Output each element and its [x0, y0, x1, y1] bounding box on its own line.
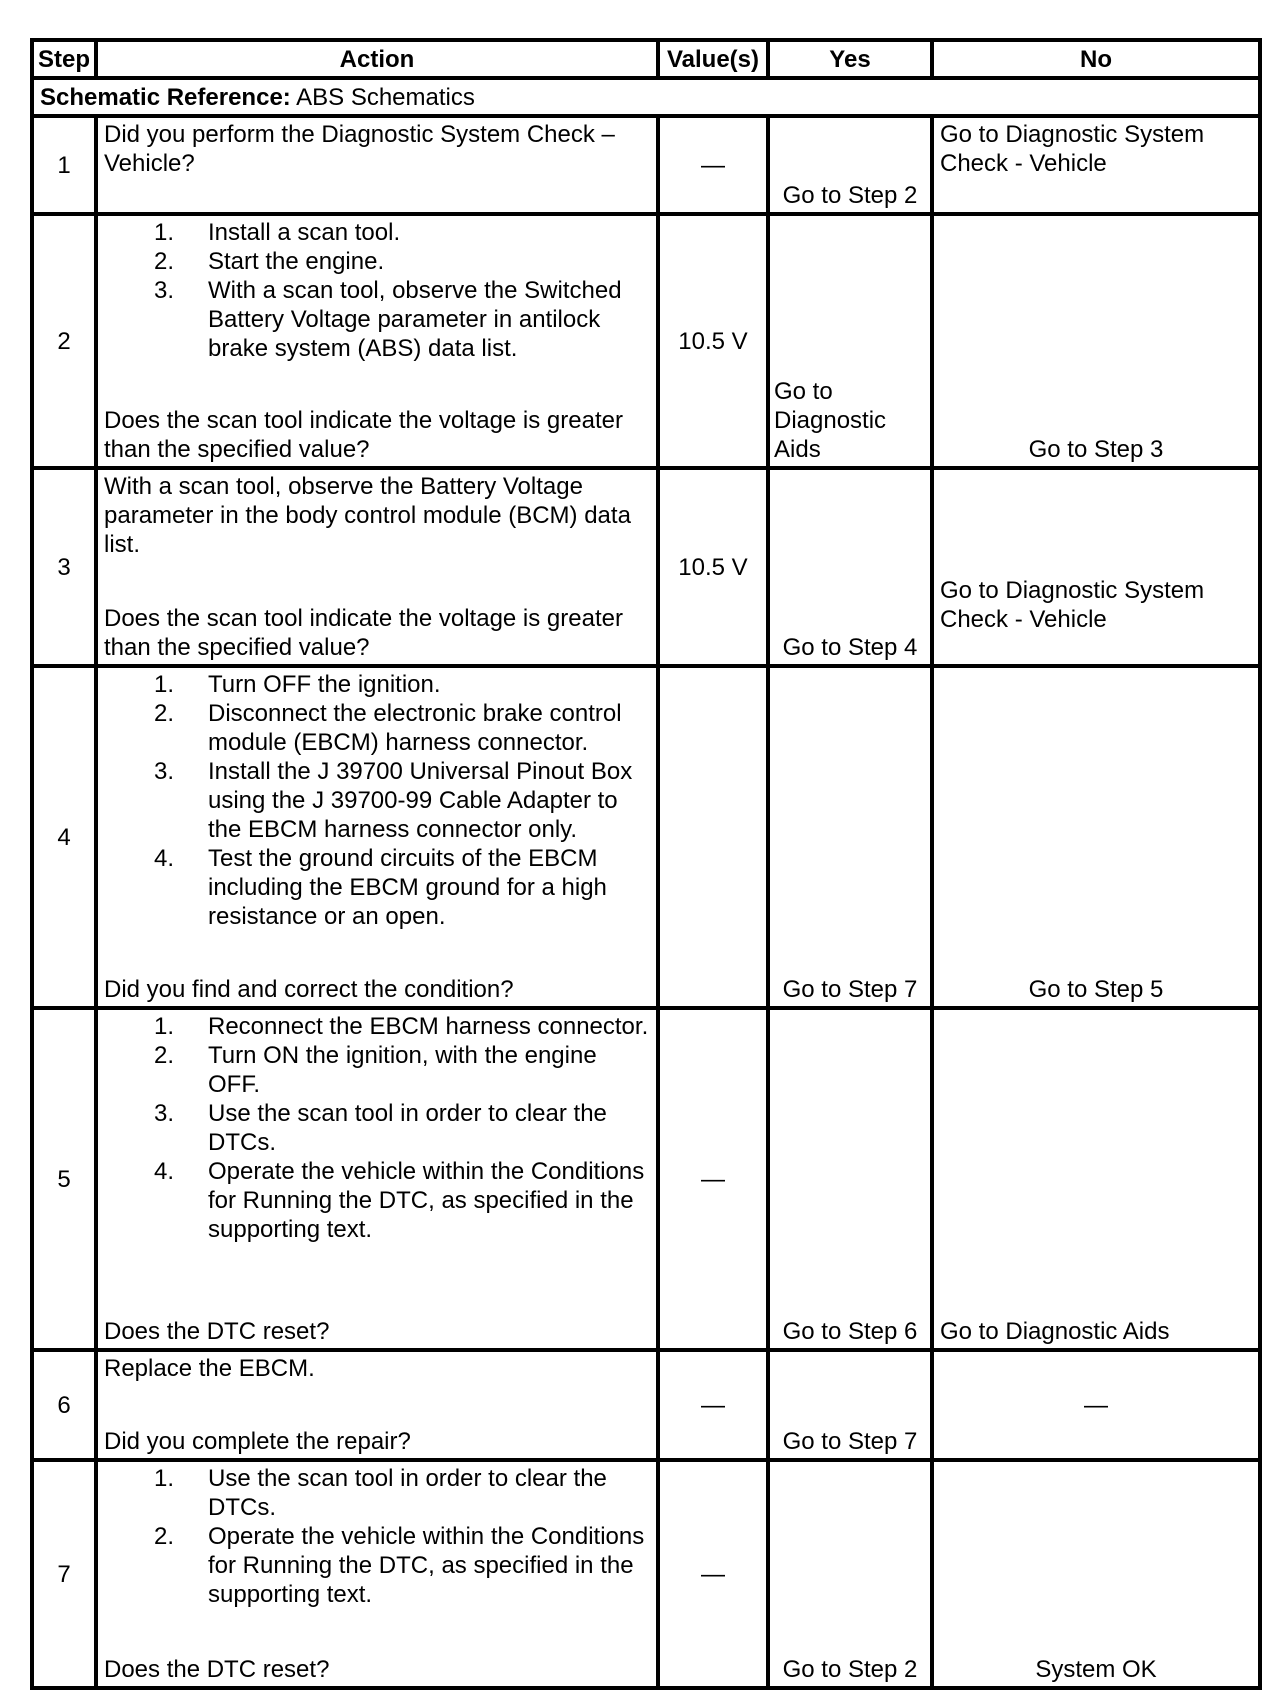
- no-text: Go to Diagnostic Aids: [940, 1318, 1170, 1345]
- diagnostic-table: [30, 38, 1262, 1690]
- step-number: 4: [32, 666, 96, 1008]
- action-question: Does the DTC reset?: [104, 1318, 330, 1345]
- schematic-reference: [32, 78, 1260, 116]
- action-list: [104, 218, 650, 363]
- action-text: With a scan tool, observe the Battery Voltage parameter in the body control module (BCM) data list.: [104, 473, 631, 558]
- list-item: 1. Reconnect the EBCM harness connector.: [154, 1013, 649, 1040]
- table-row: [32, 468, 1260, 666]
- action-cell: [96, 1008, 658, 1350]
- value-cell: 10.5 V: [658, 468, 768, 666]
- header-action: Action: [96, 40, 658, 78]
- no-text: Go to Step 3: [1028, 436, 1164, 463]
- action-question: Did you complete the repair?: [104, 1428, 411, 1455]
- schematic-value: ABS Schematics: [296, 83, 475, 111]
- action-question: Does the scan tool indicate the voltage is greater than the specified value?: [104, 407, 623, 463]
- step-number: 2: [32, 214, 96, 468]
- yes-cell: [768, 116, 932, 214]
- no-text: Go to Step 5: [1028, 976, 1164, 1003]
- step-number: 1: [32, 116, 96, 214]
- action-cell: [96, 666, 658, 1008]
- header-values: Value(s): [658, 40, 768, 78]
- table-row: [32, 666, 1260, 1008]
- yes-cell: [768, 1350, 932, 1460]
- value-cell: —: [658, 1008, 768, 1350]
- header-yes: Yes: [768, 40, 932, 78]
- yes-text: Go to Step 2: [782, 182, 918, 209]
- table-row: [32, 116, 1260, 214]
- schematic-label: Schematic Reference:: [40, 83, 291, 111]
- no-cell: [932, 214, 1260, 468]
- value-cell: [658, 666, 768, 1008]
- header-step: Step: [32, 40, 96, 78]
- list-item: 1. Turn OFF the ignition.: [154, 671, 441, 698]
- table-row: [32, 1008, 1260, 1350]
- yes-cell: [768, 666, 932, 1008]
- value-cell: —: [658, 116, 768, 214]
- no-cell: [932, 116, 1260, 214]
- action-cell: [96, 468, 658, 666]
- table-row: [32, 1350, 1260, 1460]
- step-number: 3: [32, 468, 96, 666]
- step-number: 6: [32, 1350, 96, 1460]
- yes-text: Go to Step 2: [782, 1656, 918, 1683]
- action-cell: [96, 116, 658, 214]
- no-text: Go to Diagnostic System Check - Vehicle: [940, 577, 1205, 633]
- action-cell: [96, 214, 658, 468]
- action-cell: [96, 1460, 658, 1688]
- table-row: [32, 1460, 1260, 1688]
- action-question: Does the DTC reset?: [104, 1656, 330, 1683]
- action-list: [104, 670, 650, 931]
- no-cell: [932, 1008, 1260, 1350]
- action-question: Did you find and correct the condition?: [104, 976, 514, 1003]
- no-cell: [932, 666, 1260, 1008]
- no-cell: [932, 468, 1260, 666]
- step-number: 7: [32, 1460, 96, 1688]
- list-item: 3. With a scan tool, observe the Switched Battery Voltage parameter in antilock brake system (ABS) data list.: [154, 277, 622, 362]
- yes-cell: [768, 468, 932, 666]
- yes-text: Go to Step 7: [782, 1428, 918, 1455]
- action-list: [104, 1464, 650, 1609]
- value-cell: 10.5 V: [658, 214, 768, 468]
- action-cell: [96, 1350, 658, 1460]
- list-item: 1. Install a scan tool.: [154, 219, 401, 246]
- action-text: Did you perform the Diagnostic System Check – Vehicle?: [104, 121, 615, 177]
- no-text: Go to Diagnostic System Check - Vehicle: [940, 121, 1205, 177]
- yes-text: Go to Diagnostic Aids: [774, 378, 887, 463]
- list-item: 2. Start the engine.: [154, 248, 385, 275]
- yes-cell: [768, 1460, 932, 1688]
- no-cell: [932, 1460, 1260, 1688]
- step-number: 5: [32, 1008, 96, 1350]
- action-text: Replace the EBCM.: [104, 1355, 315, 1382]
- yes-cell: [768, 1008, 932, 1350]
- list-item: 2. Turn ON the ignition, with the engine OFF.: [154, 1042, 597, 1098]
- header-no: No: [932, 40, 1260, 78]
- list-item: 4. Test the ground circuits of the EBCM including the EBCM ground for a high resistance or an open.: [154, 845, 607, 930]
- list-item: 4. Operate the vehicle within the Conditions for Running the DTC, as specified in the supporting text.: [154, 1158, 645, 1243]
- yes-text: Go to Step 6: [782, 1318, 918, 1345]
- list-item: 1. Use the scan tool in order to clear the DTCs.: [154, 1465, 607, 1521]
- value-cell: —: [658, 1460, 768, 1688]
- header-row: [32, 40, 1260, 78]
- no-text: System OK: [1035, 1656, 1157, 1683]
- list-item: 3. Install the J 39700 Universal Pinout Box using the J 39700-99 Cable Adapter to the EBCM harness connector only.: [154, 758, 633, 843]
- action-question: Does the scan tool indicate the voltage is greater than the specified value?: [104, 605, 623, 661]
- action-list: [104, 1012, 650, 1244]
- yes-text: Go to Step 7: [782, 976, 918, 1003]
- value-cell: —: [658, 1350, 768, 1460]
- list-item: 2. Operate the vehicle within the Conditions for Running the DTC, as specified in the supporting text.: [154, 1523, 645, 1608]
- table-row: [32, 214, 1260, 468]
- yes-cell: [768, 214, 932, 468]
- list-item: 3. Use the scan tool in order to clear the DTCs.: [154, 1100, 607, 1156]
- list-item: 2. Disconnect the electronic brake control module (EBCM) harness connector.: [154, 700, 622, 756]
- no-cell: —: [932, 1350, 1260, 1460]
- schematic-row: [32, 78, 1260, 116]
- yes-text: Go to Step 4: [782, 634, 918, 661]
